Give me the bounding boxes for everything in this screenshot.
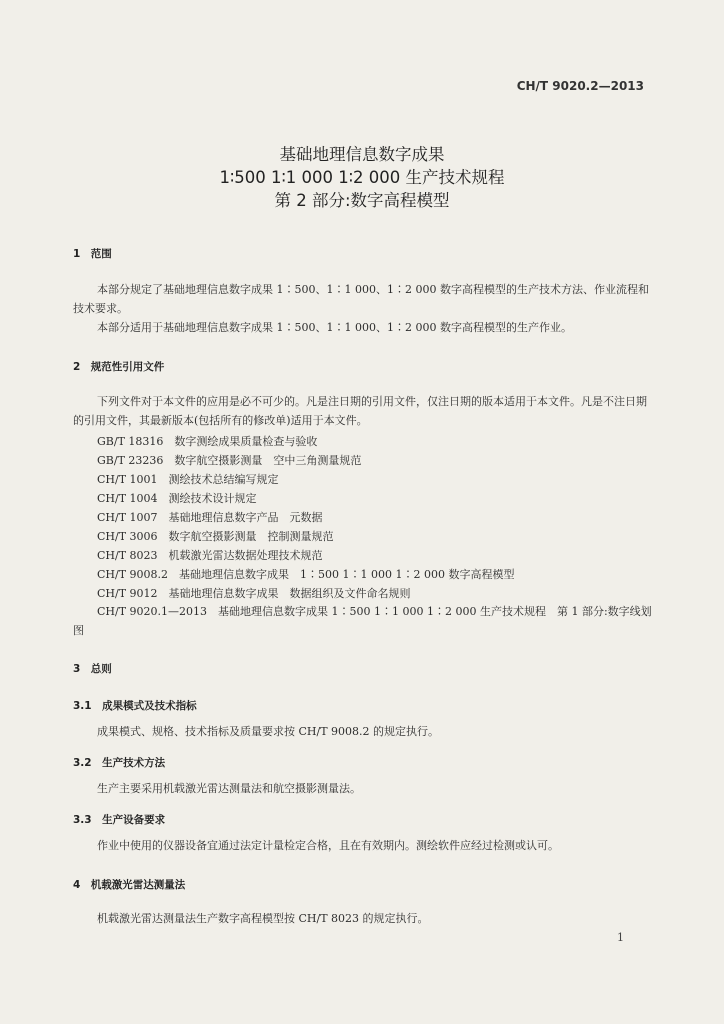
- document-title-line2: 1∶500 1∶1 000 1∶2 000 生产技术规程: [219, 168, 505, 187]
- subsection-text-3-3: 作业中使用的仪器设备宜通过法定计量检定合格，且在有效期内。测绘软件应经过检测或认可。: [97, 839, 559, 852]
- references-intro: 下列文件对于本文件的应用是必不可少的。凡是注日期的引用文件，仅注日期的版本适用于本文件。凡是不注日期的引用文件，其最新版本(包括所有的修改单)适用于本文件。: [73, 395, 647, 427]
- reference-item: CH/T 9012 基础地理信息数字成果 数据组织及文件命名规则: [97, 587, 411, 600]
- section-heading-normative-references: 2 规范性引用文件: [73, 361, 165, 373]
- lidar-text: 机载激光雷达测量法生产数字高程模型按 CH/T 8023 的规定执行。: [97, 912, 429, 925]
- reference-item: CH/T 3006 数字航空摄影测量 控制测量规范: [97, 530, 334, 543]
- subsection-heading-3-3: 3.3 生产设备要求: [73, 814, 166, 826]
- document-title-line3: 第 2 部分:数字高程模型: [274, 191, 450, 210]
- subsection-heading-3-1: 3.1 成果模式及技术指标: [73, 700, 197, 712]
- reference-item: CH/T 1004 测绘技术设计规定: [97, 492, 257, 505]
- reference-item: CH/T 8023 机载激光雷达数据处理技术规范: [97, 549, 323, 562]
- page-number: 1: [617, 931, 624, 944]
- subsection-text-3-1: 成果模式、规格、技术指标及质量要求按 CH/T 9008.2 的规定执行。: [97, 725, 440, 738]
- reference-item: CH/T 9008.2 基础地理信息数字成果 1∶500 1∶1 000 1∶2 000 数字高程模型: [97, 568, 515, 581]
- subsection-heading-3-2: 3.2 生产技术方法: [73, 757, 166, 769]
- section-heading-general: 3 总则: [73, 663, 112, 675]
- subsection-text-3-2: 生产主要采用机载激光雷达测量法和航空摄影测量法。: [97, 782, 361, 795]
- reference-item: CH/T 1007 基础地理信息数字产品 元数据: [97, 511, 323, 524]
- section-heading-scope: 1 范围: [73, 248, 112, 260]
- standard-code: CH/T 9020.2—2013: [516, 79, 644, 93]
- document-title-line1: 基础地理信息数字成果: [279, 145, 445, 164]
- reference-item: CH/T 1001 测绘技术总结编写规定: [97, 473, 279, 486]
- reference-item: GB/T 18316 数字测绘成果质量检查与验收: [97, 435, 318, 448]
- scope-paragraph-2: 本部分适用于基础地理信息数字成果 1∶500、1∶1 000、1∶2 000 数字高程模型的生产作业。: [97, 321, 572, 334]
- scope-paragraph-1: 本部分规定了基础地理信息数字成果 1∶500、1∶1 000、1∶2 000 数字高程模型的生产技术方法、作业流程和技术要求。: [73, 283, 649, 315]
- reference-item: GB/T 23236 数字航空摄影测量 空中三角测量规范: [97, 454, 362, 467]
- section-heading-lidar: 4 机载激光雷达测量法: [73, 879, 186, 891]
- reference-item-wrapped: CH/T 9020.1—2013 基础地理信息数字成果 1∶500 1∶1 000 1∶2 000 生产技术规程 第 1 部分:数字线划图: [73, 605, 652, 637]
